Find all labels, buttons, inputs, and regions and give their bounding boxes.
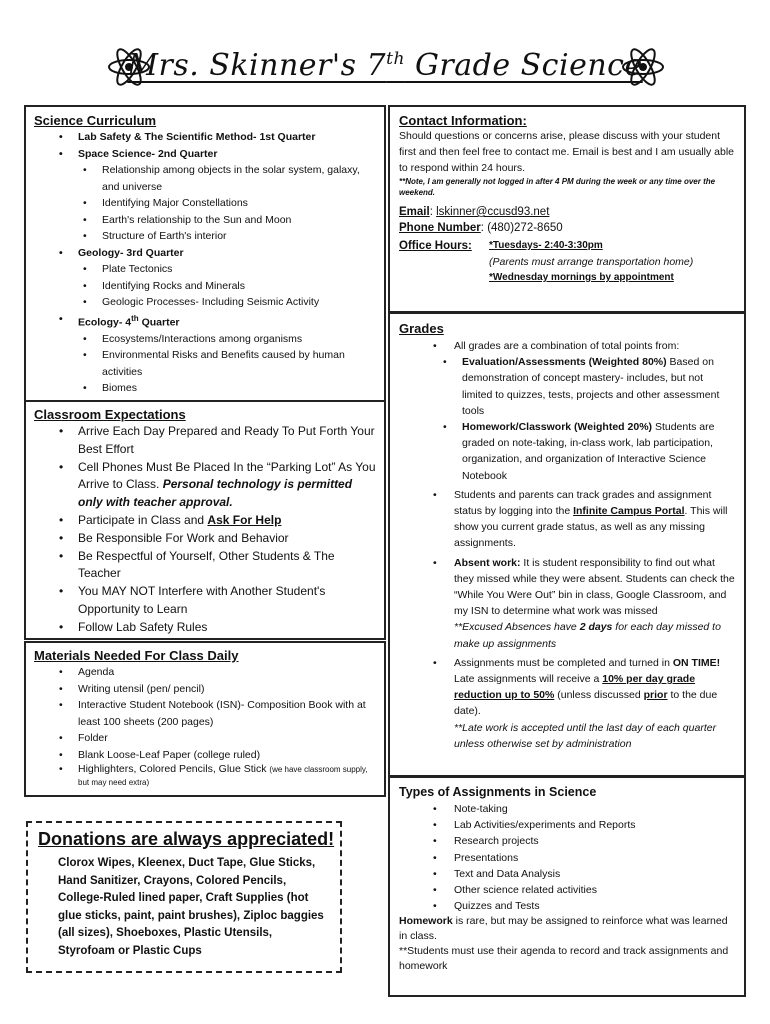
phone-line: Phone Number: (480)272-8650 bbox=[399, 222, 563, 234]
list-item: • Quizzes and Tests bbox=[399, 898, 735, 914]
list-item: • You MAY NOT Interfere with Another Student's Opportunity to Learn bbox=[34, 583, 376, 619]
list-item: • Structure of Earth's interior bbox=[34, 228, 376, 245]
list-item: • Biomes bbox=[34, 380, 376, 397]
list-item: • Plate Tectonics bbox=[34, 261, 376, 278]
list-item: • Environmental Risks and Benefits caused by human activities bbox=[34, 347, 376, 380]
list-item: • Assignments must be completed and turned in ON TIME! Late assignments will receive a 10% per day grade reduction up to 50% (unless discussed prior to the due date). **Late work is accepted until the last day of each quarter unless otherwise set by administration bbox=[399, 655, 735, 752]
list-item: • Ecology- 4th Quarter bbox=[34, 311, 376, 331]
list-item: • Absent work: It is student responsibility to find out what they missed while they were absent. Students can check the “While You Were Out” bin in class, Google Classroom, and my ISN to determine what work was missed **Excused Absences have 2 days for each day missed to make up assignments bbox=[399, 555, 735, 652]
list-item: • Highlighters, Colored Pencils, Glue Stick (we have classroom supply, but may need extra) bbox=[34, 763, 376, 789]
list-item: • Agenda bbox=[34, 664, 376, 681]
list-item: • Geologic Processes- Including Seismic Activity bbox=[34, 294, 376, 311]
agenda-note: **Students must use their agenda to record and track assignments and homework bbox=[399, 945, 729, 973]
list-item: • Folder bbox=[34, 730, 376, 747]
list-item: • Be Responsible For Work and Behavior bbox=[34, 530, 376, 548]
list-item: • Homework/Classwork (Weighted 20%) Students are graded on note-taking, in-class work, lab participation, organization, and organization of Interactive Science Notebook bbox=[399, 419, 735, 484]
list-item: • All grades are a combination of total points from: bbox=[399, 338, 735, 354]
phone-number: (480)272-8650 bbox=[487, 222, 563, 234]
list-item: • Identifying Major Constellations bbox=[34, 195, 376, 212]
list-item: • Lab Activities/experiments and Reports bbox=[399, 817, 735, 833]
donations-list: Clorox Wipes, Kleenex, Duct Tape, Glue Sticks, Hand Sanitizer, Crayons, Colored Pencils, College-Ruled lined paper, Craft Supplies (hot glue sticks, paint, paint brushes), Ziploc baggies (all sizes), Shoeboxes, Plastic Utensils, Styrofoam or Plastic Cups bbox=[58, 857, 324, 957]
list-item: • Other science related activities bbox=[399, 882, 735, 898]
list-item: • Students and parents can track grades and assignment status by logging into the Infinite Campus Portal. This will show you current grade status, as well as any missing assignments. bbox=[399, 487, 735, 552]
list-item: • Identifying Rocks and Minerals bbox=[34, 278, 376, 295]
materials-heading: Materials Needed For Class Daily bbox=[34, 648, 239, 663]
list-item: • Writing utensil (pen/ pencil) bbox=[34, 681, 376, 698]
list-item: • Be Respectful of Yourself, Other Students & The Teacher bbox=[34, 548, 376, 584]
list-item: • Note-taking bbox=[399, 801, 735, 817]
curriculum-heading: Science Curriculum bbox=[34, 113, 157, 128]
list-item: • Space Science- 2nd Quarter bbox=[34, 146, 376, 163]
list-item: • Evaluation/Assessments (Weighted 80%) Based on demonstration of concept mastery- includes, but not limited to quizzes, tests, projects and other assessment tools bbox=[399, 354, 735, 419]
list-item: • Text and Data Analysis bbox=[399, 866, 735, 882]
curriculum-section bbox=[24, 105, 386, 402]
list-item: • Presentations bbox=[399, 850, 735, 866]
homework-note: Homework is rare, but may be assigned to reinforce what was learned in class. bbox=[399, 915, 728, 943]
list-item: • Blank Loose-Leaf Paper (college ruled) bbox=[34, 747, 376, 764]
list-item: • Research projects bbox=[399, 833, 735, 849]
expectations-section bbox=[24, 400, 386, 640]
list-item: • Earth's relationship to the Sun and Moon bbox=[34, 212, 376, 229]
email-link[interactable]: lskinner@ccusd93.net bbox=[436, 206, 550, 218]
contact-section bbox=[388, 105, 746, 313]
contact-body: Should questions or concerns arise, please discuss with your student first and then feel free to contact me. Email is best and I am usually able to respond within 24 hours. bbox=[399, 130, 735, 174]
contact-heading: Contact Information: bbox=[399, 113, 527, 128]
list-item: • Cell Phones Must Be Placed In the “Parking Lot” As You Arrive to Class. Personal technology is permitted only with teacher approval. bbox=[34, 459, 376, 512]
list-item: • Follow Lab Safety Rules bbox=[34, 619, 376, 637]
email-line: Email: lskinner@ccusd93.net bbox=[399, 206, 550, 218]
list-item: • Geology- 3rd Quarter bbox=[34, 245, 376, 262]
grades-section bbox=[388, 312, 746, 777]
list-item: • Interactive Student Notebook (ISN)- Composition Book with at least 100 sheets (200 pages) bbox=[34, 697, 376, 730]
contact-note: **Note, I am generally not logged in after 4 PM during the week or any time over the weekend. bbox=[399, 177, 716, 197]
donations-heading: Donations are always appreciated! bbox=[38, 829, 335, 849]
page-title: Mrs. Skinner's 7th Grade Science bbox=[127, 48, 643, 83]
expectations-heading: Classroom Expectations bbox=[34, 407, 186, 422]
list-item: • Lab Safety & The Scientific Method- 1st Quarter bbox=[34, 129, 376, 146]
grades-heading: Grades bbox=[399, 321, 444, 336]
materials-section bbox=[24, 641, 386, 797]
donations-box bbox=[26, 821, 342, 973]
list-item: • Ecosystems/Interactions among organisms bbox=[34, 331, 376, 348]
list-item: • Arrive Each Day Prepared and Ready To Put Forth Your Best Effort bbox=[34, 423, 376, 459]
office-hours: Office Hours: *Tuesdays- 2:40-3:30pm (Parents must arrange transportation home) *Wednesday mornings by appointment bbox=[399, 240, 694, 283]
types-heading: Types of Assignments in Science bbox=[399, 785, 597, 799]
list-item: • Participate in Class and Ask For Help bbox=[34, 512, 376, 530]
assignment-types-section bbox=[388, 776, 746, 997]
list-item: • Relationship among objects in the solar system, galaxy, and universe bbox=[34, 162, 376, 195]
